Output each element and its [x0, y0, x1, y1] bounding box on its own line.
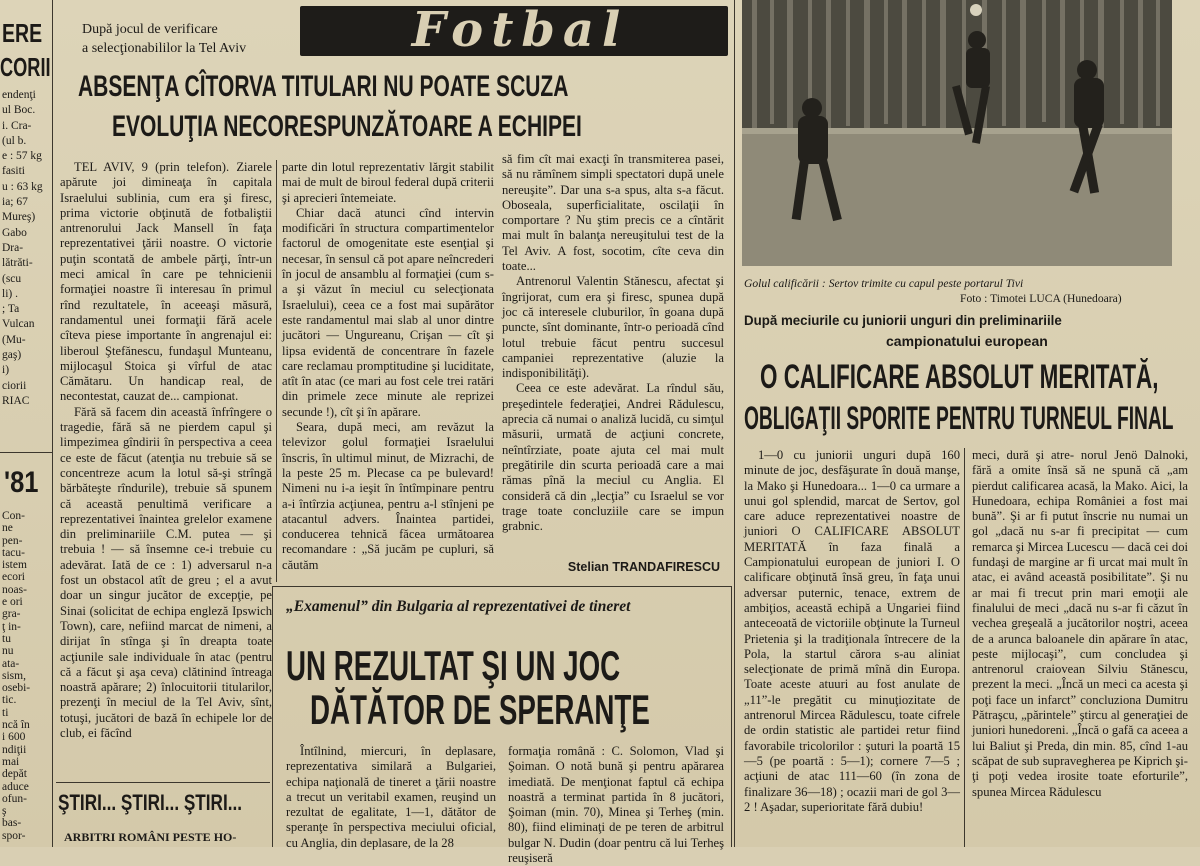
byline: Stelian TRANDAFIRESCU [567, 560, 720, 574]
bottom-headline: UN REZULTAT ŞI UN JOC [286, 642, 621, 689]
left-strip-fragment: ş [2, 805, 7, 818]
left-strip-fragment: (scu [2, 272, 22, 285]
column-rule [52, 0, 53, 847]
left-strip-fragment: Con- [2, 510, 25, 522]
left-strip-fragment: sism, [2, 669, 26, 682]
paragraph: parte din lotul reprezentativ lărgit stabilit mai de mult de biroul federal după criterii şi aprecieri întemeiate. [282, 160, 494, 205]
bottom-headline: DĂTĂTOR DE SPERANŢE [310, 686, 650, 733]
left-strip-fragment: pen- [2, 534, 23, 547]
left-strip-fragment: osebi- [2, 682, 31, 695]
left-strip-fragment: ul Boc. [2, 104, 36, 117]
left-strip-fragment: ecori [2, 571, 25, 584]
paragraph: Antrenorul Valentin Stănescu, afectat şi îngrijorat, cum era şi firesc, spunea după joc că interesele cluburilor, în goana după puncte, sînt dominante, într-o perioadă cînd lotul trebuie făcut pentru succesul campaniei reprezentative (aluzie la indisponibilităţi). [502, 274, 724, 381]
bottom-column-2 [508, 744, 724, 866]
right-column-2 [972, 448, 1188, 847]
left-strip-fragment: gra- [2, 608, 21, 621]
left-strip-fragment: gaş) [2, 349, 22, 362]
paragraph: TEL AVIV, 9 (prin telefon). Ziarele apărute joi dimineaţa în capitala Israelului sublinia, cum era şi firesc, prima victorie obţinută de fotbaliştii antrenorului Jack Mansell în faţa reprezentativei ţării noastre. O victorie puţin scontată de ambele părţi, într-un meci amical în care pe tehnicienii formaţiei noastre îi interesau în primul rînd rezultatele, în aceeaşi măsură, randamentul unei formaţii fără acele cîteva piese importante în angrenajul ei: liberoul Ştefănescu, fundaşul Munteanu, mijlocaşul Stoica şi vîrful de atac Cămătaru. Un handicap real, de necontestat, cauzat de... campionat. [60, 160, 272, 404]
left-strip-fragment: ti [2, 706, 9, 719]
left-strip-fragment: ţ in- [2, 620, 21, 633]
stiri-heading: ŞTIRI... ŞTIRI... ŞTIRI... [58, 790, 243, 815]
right-column-1 [744, 448, 960, 847]
left-strip-fragment: e ori [2, 596, 23, 609]
left-strip-fragment: tu [2, 632, 11, 645]
left-strip-fragment: bas- [2, 817, 22, 830]
column-rule [964, 448, 965, 847]
left-strip-fragment: i) [2, 364, 10, 377]
left-strip-fragment: mai [2, 755, 20, 768]
paragraph: Ceea ce este adevărat. La rîndul său, preşedintele federaţiei, Andrei Rădulescu, aprecia că numai o analiză lucidă, cu simţul măsurii, urmată de acţiuni concrete, neîntîrziate, poate ajuta cel mai mult pregătirile din scurta perioadă care a mai rămas pînă la meciul cu Anglia. El consideră că din „lecţia” cu Israelul se vor trage toate concluziile care se impun grabnic. [502, 381, 724, 534]
right-headline: O CALIFICARE ABSOLUT MERITATĂ, [760, 358, 1159, 396]
right-kicker: campionatului european [886, 333, 1048, 349]
paragraph: Fără să facem din această înfrîngere o tragedie, fără să ne pierdem capul şi limpezimea gîndirii în perspectiva a ceea ce este de făcut (atenţia nu trebuie să se concentreze acum la lotul să-şi strîngă bărbăteşte rîndurile), trebuie să spunem că această penultimă verificare a reprezentativei înaintea grelelor examene din preliminariile C.M. putea — şi trebuia ! — să însemne ce-i trebuie cu adevărat. Iată de ce : 1) adversarul n-a fost un obstacol atît de greu ; el a avut doar un singur jucător de excepţie, pe Sinai (solicitat de echipa engleză Ipswich Town), care, nefiind marcat de nimeni, a dirijat în stînga şi în dreapta toate acţiunile sale individuale în atac (pentru că a făcut şi aşa ceva) clătinind întreaga noastră apărare; 2) înlocuitorii titularilor, prezenţi în meciul de la Tel Aviv, sînt, totuşi, jucători de bază în echipele lor de club, ei făcînd [60, 404, 272, 740]
paragraph: formaţia română : C. Solomon, Vlad şi Şoiman. O notă bună şi pentru apărarea imediată. De menţionat faptul că echipa noastră a terminat partida în 8 jucători, Şoiman (min. 70), Minea şi Terheş (min. 80), fiind eliminaţi de pe teren de arbitrul bulgar N. Dudin (doar pentru că lui Terheş reuşiseră [508, 744, 724, 866]
bottom-column-1 [286, 744, 496, 850]
left-strip-fragment: ndiţii [2, 743, 27, 756]
banner-intro [62, 20, 282, 58]
left-strip-fragment: istem [2, 559, 27, 572]
left-strip-year: '81 [4, 466, 39, 499]
left-strip-fragment: ia; 67 [2, 196, 28, 209]
column-rule [734, 0, 735, 847]
left-strip-fragment: i 600 [2, 731, 26, 744]
left-strip-fragment: aduce [2, 780, 29, 793]
left-strip-fragment: noas- [2, 583, 27, 596]
paragraph: Întîlnind, miercuri, în deplasare, reprezentativa similară a Bulgariei, echipa naţională de tineret a ţării noastre a trecut un veritabil examen, reuşind un rezultat de egalitate, 1—1, dătător de speranţe în perspectiva meciului oficial, cu Anglia, din deplasare, de la 28 [286, 744, 496, 850]
match-photo [742, 0, 1172, 266]
stiri-text: ARBITRI ROMÂNI PESTE HO- [64, 830, 237, 844]
paragraph: Chiar dacă atunci cînd intervin modificări în structura compartimentelor factorul de omogenitate este esenţial şi necesar, în sensul că pot apare neîncrederi în jocul de ansamblu al formaţiei (cum s-a şi văzut în meciul cu selecţionata Israelului), ceea ce a fost mai supărător este randamentul mai slab al unor dintre jucători — Ungureanu, Crişan — cît şi lipsa evidentă de concentrare în fazele care reclamau promptitudine şi luciditate, atît în atac (ce mari au fost cele trei ratări din primele zece minute ale reprizei secunde !), cît şi în apărare. [282, 205, 494, 419]
right-headline: OBLIGAŢII SPORITE PENTRU TURNEUL FINAL [744, 400, 1174, 436]
headline: EVOLUŢIA NECORESPUNZĂTOARE A ECHIPEI [112, 110, 582, 143]
left-strip-fragment: nu [2, 645, 14, 658]
column-rule [276, 160, 277, 582]
article-column-1 [60, 160, 272, 847]
left-strip-fragments-2 [2, 510, 48, 842]
section-banner [300, 2, 728, 58]
left-strip-fragment: (ul b. [2, 134, 27, 147]
left-strip-fragment: (Mu- [2, 333, 26, 346]
right-kicker: După meciurile cu juniorii unguri din preliminariile [744, 312, 1062, 328]
rule [56, 782, 270, 783]
left-strip-fragment: ne [2, 522, 13, 535]
section-title: Fotbal [411, 2, 629, 58]
banner-intro-line: După jocul de verificare [82, 22, 218, 37]
left-strip-fragment: Gabo [2, 226, 27, 239]
left-strip [0, 0, 50, 847]
paragraph: 1—0 cu juniorii unguri după 160 minute de joc, desfăşurate în două manşe, la Mako şi Hunedoara... 1—0 ca urmare a unui gol splendid, marcat de Sertov, gol care aduce reprezentativei noastre de juniori O CALIFICARE ABSOLUT MERITATĂ în faza finală a Campionatului european de juniori I. O calificare obţinută însă greu, în faţa unui adversar puternic, tenace, extrem de ambiţios, această echipă a Ungariei fiind anteceoată de victoriile obţinute la Turneul Prietenia şi la tradiţionala întrecere de la Pola, la startul cărora s-au aliniat selecţionate de primă mînă din Europa. Toate aceste atuuri au fost anulate de „11”-le pregătit cu minuţiozitate de antrenorul Mircea Rădulescu, toate cifrele de ordin statistic ale partidei retur fiind favorabile tricolorilor : şuturi la poartă 15—5 (pe poartă : 5—1); cornere 7—5 ; acţiuni de atac 111—60 (în zona de finalizare 36—18) ; ocazii mari de gol 3—2 ! Aşadar, superioritate fără dubiu! [744, 448, 960, 814]
left-strip-fragment: ciorii [2, 379, 27, 392]
left-strip-fragment: Dra- [2, 241, 24, 254]
left-strip-fragment: Mureş) [2, 211, 36, 224]
article-column-3 [502, 152, 724, 562]
headline: ABSENŢA CÎTORVA TITULARI NU POATE SCUZA [78, 70, 569, 103]
left-strip-fragment: ncă în [2, 719, 30, 732]
left-strip-fragment: tic. [2, 694, 17, 707]
left-strip-fragment: e : 57 kg [2, 150, 42, 163]
left-strip-heading: ERE [2, 18, 43, 48]
paragraph: Seara, după meci, am revăzut la televizor golul formaţiei Israelului înscris, în ultimul minut, de Mizrachi, de la peste 25 m. Plecase ca pe bulevard! Nimeni nu i-a ieşit în întîmpinare pentru a-i întîrzia acţiunea, pentru a-l stînjeni pe atacantul advers. Înaintea partidei, conducerea tehnică făcea următoarea recomandare : „Să jucăm pe cupluri, să căutăm [282, 420, 494, 572]
banner-intro-line: a selecţionabililor la Tel Aviv [82, 41, 247, 56]
match-photo-illustration [742, 0, 1172, 266]
left-strip-fragment: lătrăti- [2, 257, 33, 270]
left-strip-fragment: fasiti [2, 165, 25, 178]
left-strip-fragment: endenţi [2, 89, 36, 101]
left-strip-fragment: li) . [2, 287, 18, 300]
left-strip-fragment: ata- [2, 657, 20, 670]
left-strip-fragment: i. Cra- [2, 119, 32, 132]
photo-caption: Golul calificării : Sertov trimite cu capul peste portarul Tivi [744, 277, 1024, 290]
paragraph: meci, dură şi atre- norul Jenö Dalnoki, fără a omite însă să ne spună că „am pierdut calificarea acasă, la Mako. Aici, la Hunedoara, echipa României a fost mai bună”. Şi ar fi putut înscrie nu numai un gol „dacă nu s-ar fi precipitat — cum remarca şi Mircea Lucescu — dacă cei doi fundaşi de margine ar fi urcat mai mult în atac, ei având această posibilitate”. Şi nu ar mai fi trecut prin mari emoţii ale finalului de meci „dacă nu s-ar fi căzut în vechea greşeală a jucătorilor noştri, aceea de a arunca baloanele din apărare în atac, peste mijlocaşi”, cum concludea şi antrenorul craiovean Silviu Stănescu, prezent la meci. „Încă un meci ca acesta şi poţi face un infarct” concluziona Dumitru Pătraşcu, „părintele” ştircu al generaţiei de juniori hunedoreni. „Încă o gafă ca aceea a lui Baliut şi Preda, din min. 85, cînd 1-au scăpat de sub supravegherea pe Kiprich şi-ţi poţi vedea irosite toate eforturile”, spunea Mircea Rădulescu [972, 448, 1188, 799]
paragraph: să fim cît mai exacţi în transmiterea pasei, să nu rămînem simpli spectatori după unele nereuşite”. Dar una s-a spus, alta s-a făcut. Oboseala, superficialitate, oscilaţii în comportare ? Nu ştim precis ce a cîntărit mai mult în balanţa nereuşitului test de la Tel Aviv. A fost, socotim, cîte ceva din toate... [502, 152, 724, 274]
left-strip-fragment: ; Ta [2, 303, 20, 316]
left-strip-fragment: tacu- [2, 546, 25, 559]
photo-credit: Foto : Timotei LUCA (Hunedoara) [960, 292, 1122, 305]
left-strip-fragments [2, 88, 48, 409]
left-strip-heading: CORII [0, 52, 51, 82]
left-strip-fragment: depăt [2, 768, 27, 781]
left-strip-fragment: ofun- [2, 792, 27, 805]
left-strip-fragment: Vulcan [2, 318, 35, 331]
article-column-2 [282, 160, 494, 582]
left-strip-fragment: spor- [2, 829, 26, 842]
left-strip-fragment: u : 63 kg [2, 180, 43, 193]
bottom-article-kicker: „Examenul” din Bulgaria al reprezentativei de tineret [286, 598, 631, 615]
left-strip-fragment: RIAC [2, 394, 30, 407]
rule [0, 452, 52, 453]
